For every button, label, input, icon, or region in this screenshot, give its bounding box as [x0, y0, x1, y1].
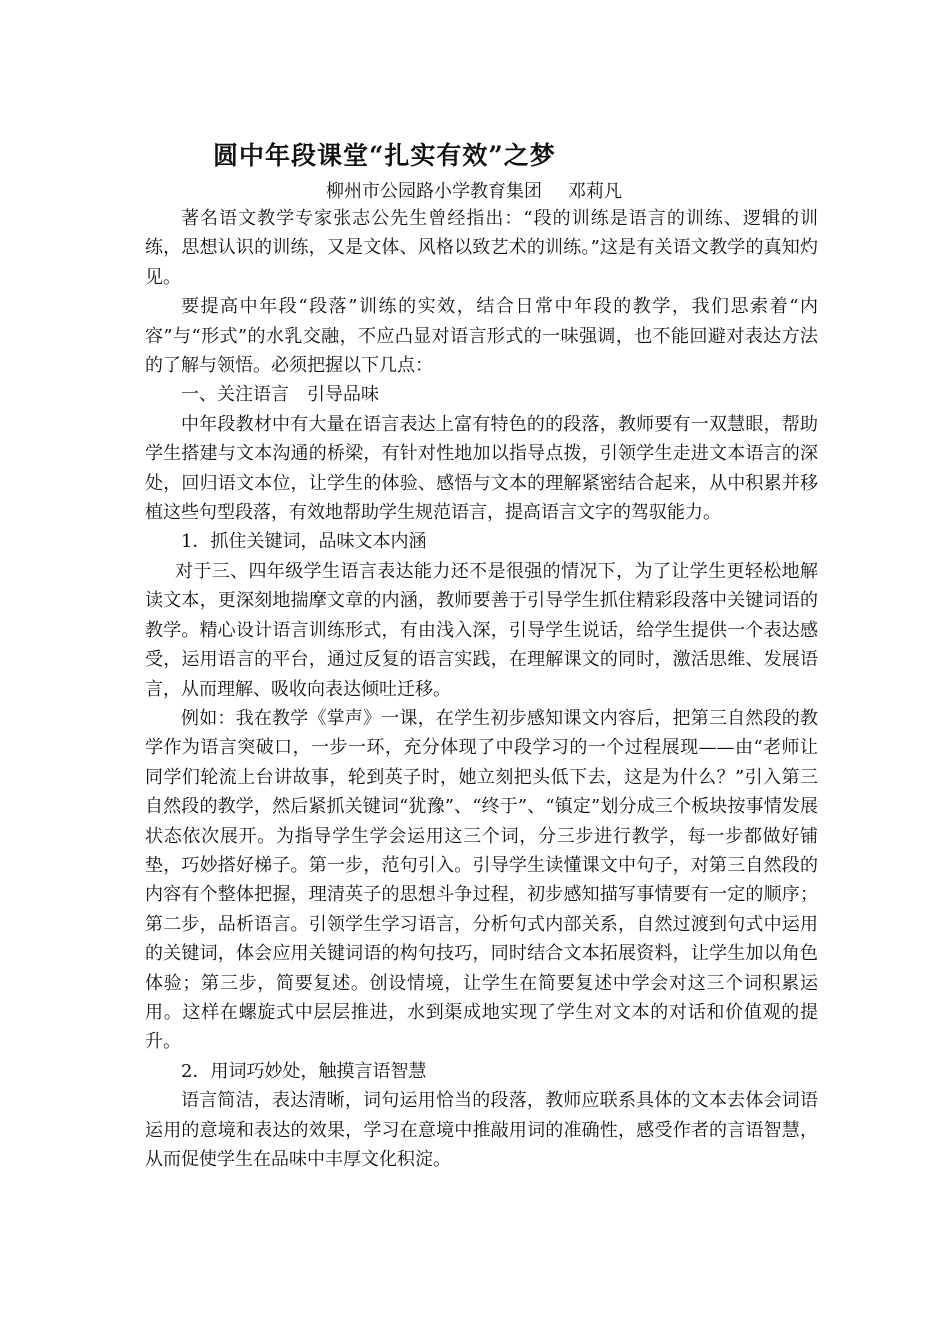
section-1-intro-paragraph: 中年段教材中有大量在语言表达上富有特色的的段落，教师要有一双慧眼，帮助学生搭建与文本沟通的桥梁，有针对性地加以指导点拨，引领学生走进文本语言的深处，回归语文本位，让学生的体验、感悟与文本的理解紧密结合起来，从中积累并移植这些句型段落，有效地帮助学生规范语言，提高语言文字的驾驭能力。 [145, 413, 818, 524]
subsection-heading-2: 2．用词巧妙处，触摸言语智慧 [181, 1060, 427, 1082]
section-heading-1: 一、关注语言 引导品味 [181, 384, 379, 406]
subsection-heading-1: 1．抓住关键词，品味文本内涵 [181, 531, 427, 553]
author-line [326, 177, 622, 203]
author-name: 邓莉凡 [568, 181, 622, 202]
intro-paragraph-2: 要提高中年段“段落”训练的实效，结合日常中年段的教学，我们思索着“内容”与“形式”的水乳交融，不应凸显对语言形式的一味强调，也不能回避对表达方法的了解与领悟。必须把握以下几点： [145, 296, 818, 377]
subsection-1-example-paragraph: 例如：我在教学《掌声》一课，在学生初步感知课文内容后，把第三自然段的教学作为语言突破口，一步一环，充分体现了中段学习的一个过程展现——由“老师让同学们轮流上台讲故事，轮到英子时，她立刻把头低下去，这是为什么？”引入第三自然段的教学，然后紧抓关键词“犹豫”、“终于”、“镇定”划分成三个板块按事情发展状态依次展开。为指导学生学会运用这三个词，分三步进行教学，每一步都做好铺垫，巧妙搭好梯子。第一步，范句引入。引导学生读懂课文中句子，对第三自然段的内容有个整体把握，理清英子的思想斗争过程，初步感知描写事情要有一定的顺序；第二步，品析语言。引领学生学习语言，分析句式内部关系，自然过渡到句式中运用的关键词，体会应用关键词语的构句技巧，同时结合文本拓展资料，让学生加以角色体验；第三步，简要复述。创设情境，让学生在简要复述中学会对这三个词积累运用。这样在螺旋式中层层推进，水到渠成地实现了学生对文本的对话和价值观的提升。 [145, 707, 818, 1053]
intro-paragraph-1: 著名语文教学专家张志公先生曾经指出：“段的训练是语言的训练、逻辑的训练，思想认识的训练，又是文体、风格以致艺术的训练。”这是有关语文教学的真知灼见。 [145, 208, 818, 288]
author-organization: 柳州市公园路小学教育集团 [326, 181, 542, 202]
subsection-1-paragraph-1: 对于三、四年级学生语言表达能力还不是很强的情况下，为了让学生更轻松地解读文本，更深刻地揣摩文章的内涵，教师要善于引导学生抓住精彩段落中关键词语的教学。精心设计语言训练形式，有由浅入深，引导学生说话，给学生提供一个表达感受，运用语言的平台，通过反复的语言实践，在理解课文的同时，激活思维、发展语言，从而理解、吸收向表达倾吐迁移。 [145, 560, 818, 700]
subsection-2-paragraph-1: 语言简洁，表达清晰，词句运用恰当的段落，教师应联系具体的文本去体会词语运用的意境和表达的效果，学习在意境中推敲用词的准确性，感受作者的言语智慧，从而促使学生在品味中丰厚文化积淀。 [145, 1090, 818, 1170]
document-body [145, 204, 818, 1174]
document-title: 圆中年段课堂“扎实有效”之梦 [213, 141, 556, 170]
